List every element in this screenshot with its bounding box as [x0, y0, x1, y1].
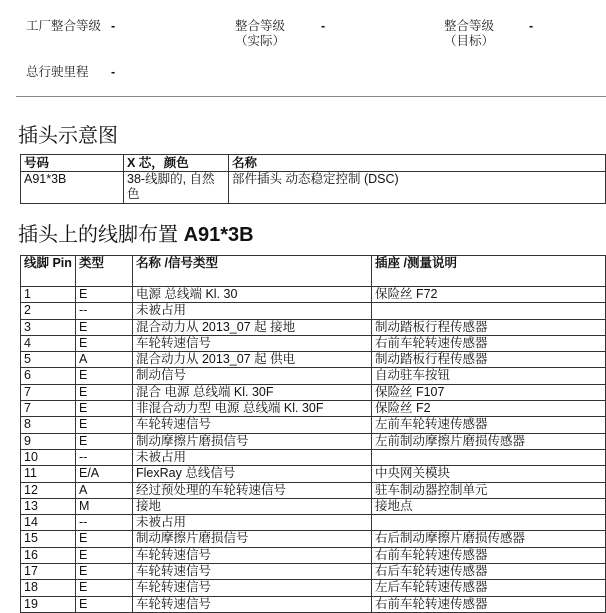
socket-cell: 保险丝 F2 — [372, 401, 606, 417]
pin-cell: 18 — [21, 580, 76, 596]
pin-section-title-prefix: 插头上的线脚布置 — [18, 224, 178, 246]
type-cell: E — [76, 335, 133, 351]
type-cell: -- — [76, 449, 133, 465]
signal-name-cell: 车轮转速信号 — [133, 417, 372, 433]
socket-cell: 左后车轮转速传感器 — [372, 580, 606, 596]
signal-name-cell: 车轮转速信号 — [133, 564, 372, 580]
socket-cell: 右前车轮转速传感器 — [372, 335, 606, 351]
pin-cell: 9 — [21, 433, 76, 449]
signal-name-cell: 车轮转速信号 — [133, 547, 372, 563]
table-row — [21, 596, 606, 612]
signal-name-cell: 未被占用 — [133, 515, 372, 531]
col-pin: 线脚 Pin — [21, 256, 76, 287]
type-cell: E — [76, 287, 133, 303]
table-row — [21, 417, 606, 433]
type-cell: -- — [76, 303, 133, 319]
col-name: 名称 — [229, 155, 606, 172]
pin-cell: 10 — [21, 449, 76, 465]
signal-name-cell: 车轮转速信号 — [133, 335, 372, 351]
signal-name-cell: 非混合动力型 电源 总线端 Kl. 30F — [133, 401, 372, 417]
pin-header-row — [21, 256, 606, 287]
type-cell: E — [76, 531, 133, 547]
type-cell: -- — [76, 515, 133, 531]
pin-cell: 16 — [21, 547, 76, 563]
table-row — [21, 580, 606, 596]
mileage-value: - — [111, 65, 116, 79]
col-pins-color: X 芯，颜色 — [124, 155, 229, 172]
target-level-label: 整合等级（目标） — [444, 19, 495, 48]
type-cell: E — [76, 384, 133, 400]
signal-name-cell: 混合 电源 总线端 Kl. 30F — [133, 384, 372, 400]
signal-name-cell: 混合动力从 2013_07 起 接地 — [133, 319, 372, 335]
actual-level-value: - — [321, 19, 326, 33]
connector-section-title: 插头示意图 — [18, 125, 118, 147]
socket-cell: 驻车制动器控制单元 — [372, 482, 606, 498]
pin-cell: 7 — [21, 401, 76, 417]
type-cell: E — [76, 547, 133, 563]
factory-level-label: 工厂整合等级 — [26, 19, 102, 33]
type-cell: A — [76, 482, 133, 498]
col-type: 类型 — [76, 256, 133, 287]
socket-cell: 制动踏板行程传感器 — [372, 319, 606, 335]
socket-cell: 右后制动摩擦片磨损传感器 — [372, 531, 606, 547]
type-cell: E — [76, 401, 133, 417]
table-row — [21, 498, 606, 514]
pin-cell: 11 — [21, 466, 76, 482]
signal-name-cell: 制动摩擦片磨损信号 — [133, 433, 372, 449]
type-cell: M — [76, 498, 133, 514]
socket-cell: 接地点 — [372, 498, 606, 514]
pin-cell: 14 — [21, 515, 76, 531]
pin-table — [20, 255, 606, 613]
signal-name-cell: 车轮转速信号 — [133, 580, 372, 596]
factory-level-value: - — [111, 19, 116, 33]
connector-name: 部件插头 动态稳定控制 (DSC) — [229, 172, 606, 204]
table-row — [21, 319, 606, 335]
type-cell: E — [76, 417, 133, 433]
connector-header-row — [21, 155, 606, 172]
table-row — [21, 335, 606, 351]
signal-name-cell: 混合动力从 2013_07 起 供电 — [133, 352, 372, 368]
signal-name-cell: 未被占用 — [133, 449, 372, 465]
table-row — [21, 547, 606, 563]
header-divider — [16, 96, 606, 97]
socket-cell — [372, 515, 606, 531]
table-row — [21, 482, 606, 498]
type-cell: E — [76, 564, 133, 580]
mileage-label: 总行驶里程 — [26, 65, 89, 79]
table-row — [21, 368, 606, 384]
type-cell: A — [76, 352, 133, 368]
table-row — [21, 433, 606, 449]
connector-number: A91*3B — [21, 172, 124, 204]
col-socket: 插座 /测量说明 — [372, 256, 606, 287]
pin-cell: 15 — [21, 531, 76, 547]
pin-cell: 6 — [21, 368, 76, 384]
socket-cell — [372, 449, 606, 465]
signal-name-cell: 电源 总线端 Kl. 30 — [133, 287, 372, 303]
socket-cell: 左前车轮转速传感器 — [372, 417, 606, 433]
table-row — [21, 384, 606, 400]
type-cell: E — [76, 368, 133, 384]
pin-cell: 4 — [21, 335, 76, 351]
signal-name-cell: 接地 — [133, 498, 372, 514]
signal-name-cell: FlexRay 总线信号 — [133, 466, 372, 482]
table-row — [21, 287, 606, 303]
type-cell: E — [76, 433, 133, 449]
socket-cell: 右后车轮转速传感器 — [372, 564, 606, 580]
type-cell: E — [76, 580, 133, 596]
pin-rows — [21, 287, 606, 613]
socket-cell: 保险丝 F107 — [372, 384, 606, 400]
table-row — [21, 466, 606, 482]
table-row — [21, 401, 606, 417]
connector-row — [21, 172, 606, 204]
socket-cell: 右前车轮转速传感器 — [372, 547, 606, 563]
socket-cell: 自动驻车按钮 — [372, 368, 606, 384]
socket-cell: 左前制动摩擦片磨损传感器 — [372, 433, 606, 449]
table-row — [21, 352, 606, 368]
pin-cell: 1 — [21, 287, 76, 303]
pin-section-title-code: A91*3B — [183, 224, 254, 246]
pin-cell: 13 — [21, 498, 76, 514]
socket-cell — [372, 303, 606, 319]
pin-cell: 5 — [21, 352, 76, 368]
type-cell: E/A — [76, 466, 133, 482]
type-cell: E — [76, 596, 133, 612]
connector-pins: 38-线脚的, 自然色 — [124, 172, 229, 204]
pin-cell: 3 — [21, 319, 76, 335]
signal-name-cell: 车轮转速信号 — [133, 596, 372, 612]
table-row — [21, 449, 606, 465]
socket-cell: 右前车轮转速传感器 — [372, 596, 606, 612]
col-signal-name: 名称 /信号类型 — [133, 256, 372, 287]
connector-table — [20, 154, 606, 204]
socket-cell: 保险丝 F72 — [372, 287, 606, 303]
pin-cell: 2 — [21, 303, 76, 319]
pin-cell: 12 — [21, 482, 76, 498]
socket-cell: 制动踏板行程传感器 — [372, 352, 606, 368]
type-cell: E — [76, 319, 133, 335]
table-row — [21, 564, 606, 580]
actual-level-label: 整合等级（实际） — [235, 19, 286, 48]
target-level-value: - — [529, 19, 534, 33]
socket-cell: 中央网关模块 — [372, 466, 606, 482]
pin-cell: 19 — [21, 596, 76, 612]
table-row — [21, 303, 606, 319]
table-row — [21, 515, 606, 531]
pin-cell: 7 — [21, 384, 76, 400]
pin-section-title — [18, 218, 254, 247]
signal-name-cell: 制动信号 — [133, 368, 372, 384]
table-row — [21, 531, 606, 547]
col-number: 号码 — [21, 155, 124, 172]
pin-cell: 8 — [21, 417, 76, 433]
pin-cell: 17 — [21, 564, 76, 580]
signal-name-cell: 未被占用 — [133, 303, 372, 319]
signal-name-cell: 经过预处理的车轮转速信号 — [133, 482, 372, 498]
signal-name-cell: 制动摩擦片磨损信号 — [133, 531, 372, 547]
